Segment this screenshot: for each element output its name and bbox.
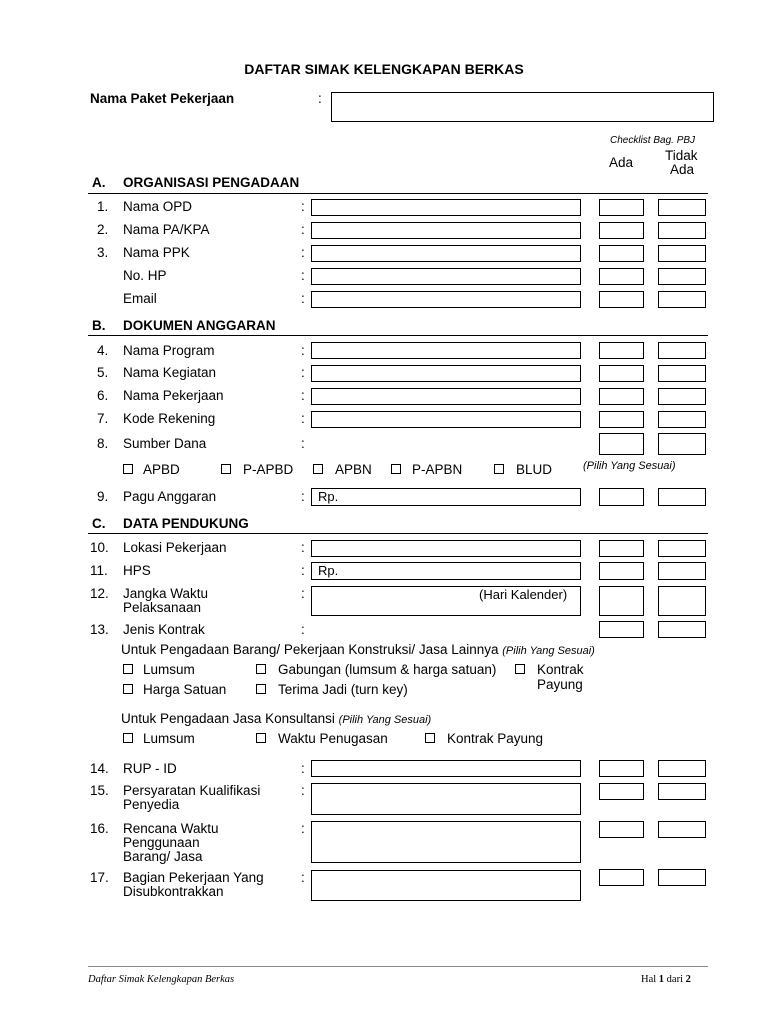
row-colon: : [301, 411, 305, 426]
row-label: Nama OPD [123, 199, 193, 214]
blud-label: BLUD [516, 462, 553, 477]
pagu-anggaran-input[interactable] [311, 488, 581, 506]
section-c-title: DATA PENDUKUNG [123, 516, 249, 531]
row-number: 16. [90, 821, 109, 836]
row-number: 14. [90, 761, 109, 776]
p-apbn-checkbox[interactable] [391, 464, 401, 474]
waktu-penugasan-label: Waktu Penugasan [278, 731, 388, 746]
section-b-title: DOKUMEN ANGGARAN [123, 318, 276, 333]
nama-kegiatan-tidak-box[interactable] [658, 365, 706, 382]
rencana-ada-box[interactable] [599, 821, 644, 838]
row-label: Nama Pekerjaan [123, 388, 224, 403]
email-tidak-box[interactable] [658, 291, 706, 308]
rup-ada-box[interactable] [599, 760, 644, 777]
nama-pekerjaan-tidak-box[interactable] [658, 388, 706, 405]
pagu-tidak-box[interactable] [658, 488, 706, 506]
row-colon: : [301, 388, 305, 403]
footer-total-pages: 2 [685, 974, 691, 985]
nama-pekerjaan-input[interactable] [311, 388, 581, 405]
jenis-kontrak-ada-box[interactable] [599, 621, 644, 638]
nama-opd-tidak-box[interactable] [658, 199, 706, 216]
footer-hal: Hal [641, 974, 657, 985]
jangka-tidak-box[interactable] [658, 586, 706, 616]
konsultansi-kontrak-payung-checkbox[interactable] [425, 733, 435, 743]
hari-kalender-suffix: (Hari Kalender) [479, 587, 568, 602]
sumber-pilih-note: (Pilih Yang Sesuai) [583, 460, 676, 472]
terima-jadi-checkbox[interactable] [256, 684, 266, 694]
row-colon: : [301, 199, 305, 214]
konsultansi-lumsum-checkbox[interactable] [123, 733, 133, 743]
barang-lumsum-checkbox[interactable] [123, 664, 133, 674]
no-hp-input[interactable] [311, 268, 581, 285]
row-label: Lokasi Pekerjaan [123, 540, 227, 555]
nama-ppk-tidak-box[interactable] [658, 245, 706, 262]
persyaratan-tidak-box[interactable] [658, 783, 706, 800]
row-colon: : [301, 586, 305, 601]
sumber-dana-ada-box[interactable] [599, 433, 644, 455]
section-a-rule [88, 193, 708, 194]
email-input[interactable] [311, 291, 581, 308]
row-label: Nama Program [123, 343, 215, 358]
footer-dari: dari [666, 974, 683, 985]
barang-kontrak-label-line2: Payung [537, 677, 583, 692]
barang-kontrak-payung-checkbox[interactable] [515, 664, 525, 674]
row-number: 4. [97, 343, 109, 358]
row-label-line1: Jangka Waktu [123, 586, 209, 601]
barang-lumsum-label: Lumsum [143, 662, 195, 677]
hps-tidak-box[interactable] [658, 562, 706, 580]
barang-heading [121, 642, 595, 657]
gabungan-checkbox[interactable] [256, 664, 266, 674]
p-apbn-label: P-APBN [412, 462, 463, 477]
paket-label: Nama Paket Pekerjaan [90, 91, 235, 106]
pagu-rp-prefix: Rp. [318, 489, 339, 504]
nama-pekerjaan-ada-box[interactable] [599, 388, 644, 405]
row-number: 12. [90, 586, 109, 601]
apbd-checkbox[interactable] [123, 464, 133, 474]
waktu-penugasan-checkbox[interactable] [256, 733, 266, 743]
row-number: 3. [97, 245, 109, 260]
row-colon: : [301, 821, 305, 836]
barang-kontrak-label-line1: Kontrak [537, 662, 584, 677]
p-apbd-label: P-APBD [243, 462, 294, 477]
nama-program-ada-box[interactable] [599, 342, 644, 359]
row-colon: : [301, 761, 305, 776]
konsultansi-heading [121, 711, 431, 726]
row-label: Kode Rekening [123, 411, 216, 426]
row-colon: : [301, 365, 305, 380]
pagu-ada-box[interactable] [599, 488, 644, 506]
harga-satuan-label: Harga Satuan [143, 682, 227, 697]
row-label-line1: Rencana Waktu [123, 821, 219, 836]
konsultansi-kontrak-payung-label: Kontrak Payung [447, 731, 544, 746]
barang-pilih-note: (Pilih Yang Sesuai) [502, 645, 595, 657]
section-c-letter: C. [92, 516, 106, 531]
row-colon: : [301, 245, 305, 260]
harga-satuan-checkbox[interactable] [123, 684, 133, 694]
row-label-line2: Pelaksanaan [123, 600, 202, 615]
no-hp-ada-box[interactable] [599, 268, 644, 285]
persyaratan-input[interactable] [311, 783, 581, 815]
p-apbd-checkbox[interactable] [221, 464, 231, 474]
row-number: 7. [97, 411, 109, 426]
footer-rule [88, 966, 708, 967]
jangka-waktu-input[interactable] [311, 586, 581, 616]
row-label-line3: Barang/ Jasa [123, 849, 203, 864]
row-number: 2. [97, 222, 109, 237]
kode-rekening-ada-box[interactable] [599, 411, 644, 428]
row-colon: : [301, 222, 305, 237]
nama-opd-ada-box[interactable] [599, 199, 644, 216]
row-label-line1: Bagian Pekerjaan Yang [123, 870, 264, 885]
gabungan-label: Gabungan (lumsum & harga satuan) [278, 662, 497, 677]
apbn-checkbox[interactable] [313, 464, 323, 474]
nama-ppk-ada-box[interactable] [599, 245, 644, 262]
nama-kegiatan-input[interactable] [311, 365, 581, 382]
rup-id-input[interactable] [311, 760, 581, 777]
konsultansi-lumsum-label: Lumsum [143, 731, 195, 746]
jenis-kontrak-tidak-box[interactable] [658, 621, 706, 638]
row-number: 8. [97, 436, 109, 451]
row-number: 1. [97, 199, 109, 214]
nama-ppk-input[interactable] [311, 245, 581, 262]
row-colon: : [301, 343, 305, 358]
lokasi-ada-box[interactable] [599, 540, 644, 557]
apbn-label: APBN [335, 462, 372, 477]
nama-pa-kpa-input[interactable] [311, 222, 581, 239]
nama-program-tidak-box[interactable] [658, 342, 706, 359]
section-c-rule [88, 533, 708, 534]
row-number: 17. [90, 870, 109, 885]
blud-checkbox[interactable] [494, 464, 504, 474]
terima-jadi-label: Terima Jadi (turn key) [278, 682, 408, 697]
row-label: Nama PA/KPA [123, 222, 210, 237]
row-label: Jenis Kontrak [123, 622, 205, 637]
no-hp-tidak-box[interactable] [658, 268, 706, 285]
lokasi-input[interactable] [311, 540, 581, 557]
konsultansi-heading-text: Untuk Pengadaan Jasa Konsultansi [121, 711, 335, 726]
row-label: RUP - ID [123, 761, 177, 776]
nama-opd-input[interactable] [311, 199, 581, 216]
row-label: Pagu Anggaran [123, 489, 217, 504]
row-colon: : [301, 540, 305, 555]
section-b-letter: B. [92, 318, 106, 333]
row-number: 15. [90, 783, 109, 798]
row-number: 11. [90, 563, 108, 578]
row-number: 9. [97, 489, 109, 504]
row-label-line1: Persyaratan Kualifikasi [123, 783, 261, 798]
row-label: Sumber Dana [123, 436, 207, 451]
footer-doc-name: Daftar Simak Kelengkapan Berkas [88, 974, 235, 985]
kode-rekening-tidak-box[interactable] [658, 411, 706, 428]
tidak-header-line2: Ada [670, 162, 695, 177]
section-a-letter: A. [92, 175, 106, 190]
row-number: 13. [90, 622, 109, 637]
barang-heading-text: Untuk Pengadaan Barang/ Pekerjaan Konstruksi/ Jasa Lainnya [121, 642, 499, 657]
row-colon: : [301, 622, 305, 637]
footer-current-page: 1 [658, 974, 665, 985]
row-colon: : [301, 563, 305, 578]
row-colon: : [301, 783, 305, 798]
row-number: 6. [97, 388, 109, 403]
row-label: Nama Kegiatan [123, 365, 217, 380]
nama-pa-kpa-tidak-box[interactable] [658, 222, 706, 239]
rup-tidak-box[interactable] [658, 760, 706, 777]
hps-input[interactable] [311, 562, 581, 580]
rencana-tidak-box[interactable] [658, 821, 706, 838]
ada-header: Ada [609, 155, 634, 170]
bagian-tidak-box[interactable] [658, 869, 706, 886]
row-colon: : [301, 291, 305, 306]
row-number: 10. [90, 540, 109, 555]
sumber-dana-tidak-box[interactable] [658, 433, 706, 455]
nama-pa-kpa-ada-box[interactable] [599, 222, 644, 239]
section-a-title: ORGANISASI PENGADAAN [123, 175, 300, 190]
bagian-ada-box[interactable] [599, 869, 644, 886]
row-label: No. HP [123, 268, 167, 283]
row-label-line2: Penggunaan [123, 835, 200, 850]
row-label: Nama PPK [123, 245, 190, 260]
persyaratan-ada-box[interactable] [599, 783, 644, 800]
rencana-waktu-input[interactable] [311, 821, 581, 863]
tidak-header-line1: Tidak [665, 148, 698, 163]
konsultansi-pilih-note: (Pilih Yang Sesuai) [338, 714, 432, 726]
lokasi-tidak-box[interactable] [658, 540, 706, 557]
row-colon: : [301, 870, 305, 885]
row-label-line2: Disubkontrakkan [123, 884, 224, 899]
checklist-caption: Checklist Bag. PBJ [610, 135, 696, 146]
paket-input[interactable] [331, 92, 714, 122]
row-colon: : [301, 268, 305, 283]
nama-kegiatan-ada-box[interactable] [599, 365, 644, 382]
nama-program-input[interactable] [311, 342, 581, 359]
bagian-pekerjaan-input[interactable] [311, 870, 581, 901]
row-label: Email [123, 291, 157, 306]
kode-rekening-input[interactable] [311, 411, 581, 428]
email-ada-box[interactable] [599, 291, 644, 308]
row-number: 5. [97, 365, 109, 380]
row-label-line2: Penyedia [123, 797, 180, 812]
row-colon: : [301, 436, 305, 451]
paket-colon: : [318, 91, 322, 106]
page-title: DAFTAR SIMAK KELENGKAPAN BERKAS [244, 61, 524, 77]
row-label: HPS [123, 563, 151, 578]
apbd-label: APBD [143, 462, 180, 477]
row-colon: : [301, 489, 305, 504]
footer-page-number [641, 974, 691, 985]
section-b-rule [88, 335, 708, 336]
hps-ada-box[interactable] [599, 562, 644, 580]
jangka-ada-box[interactable] [599, 586, 644, 616]
hps-rp-prefix: Rp. [318, 563, 339, 578]
